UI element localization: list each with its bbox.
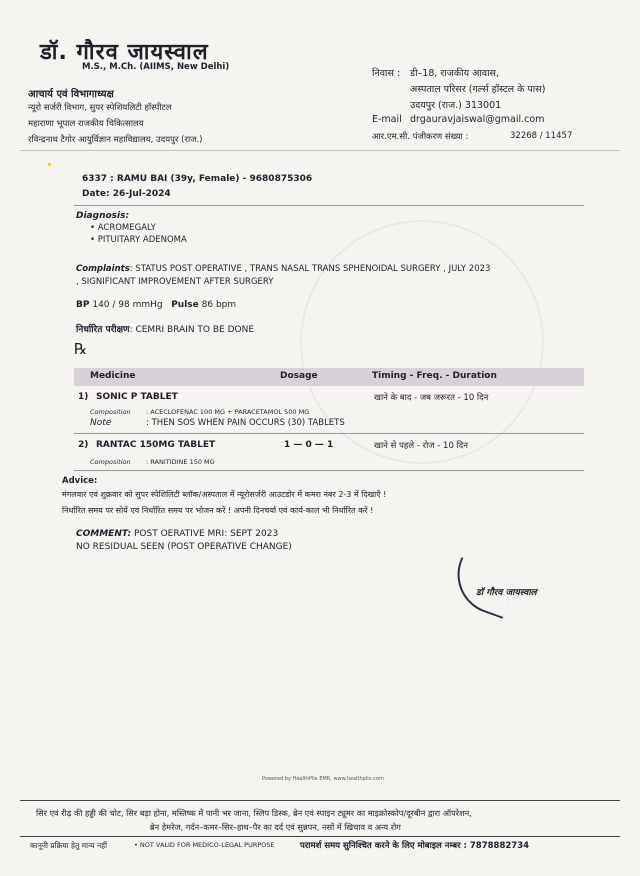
medicine-num: 2) [78, 440, 89, 450]
col-dosage: Dosage [280, 371, 318, 381]
pulse-label: Pulse [171, 300, 199, 310]
medicine-name: SONIC P TABLET [96, 392, 178, 402]
composition-label: Composition [90, 458, 131, 466]
diagnosis-item: • PITUITARY ADENOMA [90, 235, 187, 245]
legal-hindi: कानूनी प्रक्रिया हेतु मान्य नहीं [30, 841, 108, 850]
col-medicine: Medicine [90, 371, 136, 381]
patient-divider [74, 205, 584, 206]
complaints-line-2: , SIGNIFICANT IMPROVEMENT AFTER SURGERY [76, 277, 274, 287]
advice-label: Advice: [62, 476, 98, 486]
registration-label: आर.एम.सी. पंजीकरण संख्या : [372, 132, 469, 142]
comment-label: COMMENT: [76, 529, 132, 539]
registration-number: 32268 / 11457 [510, 131, 573, 141]
address-line-1: डी–18, राजकीय आवास, [410, 68, 499, 79]
medicine-timing: खाने के बाद - जब जरूरत - 10 दिन [374, 393, 489, 403]
comment-line-1: COMMENT: POST OERATIVE MRI: SEPT 2023 [76, 529, 279, 539]
appointment-line: परामर्श समय सुनिश्चित करने के लिए मोबाइल नम्बर : 7878882734 [300, 841, 530, 851]
address-label: निवास : [372, 68, 401, 79]
address-line-2: अस्पताल परिसर (गर्ल्स हॉस्टल के पास) [410, 84, 546, 95]
complaints-label: Complaints [76, 264, 130, 274]
doctor-degrees: M.S., M.Ch. (AIIMS, New Delhi) [82, 62, 230, 72]
advice-line-1: मंगलवार एवं शुक्रवार को सुपर स्पेशिलिटी ब्लॉक/अस्पताल में न्यूरोसर्जरी आउटडोर में कमरा नंबर 2-3 में दिखाएँ ! [62, 490, 387, 499]
note-value: : THEN SOS WHEN PAIN OCCURS (30) TABLETS [146, 418, 345, 428]
doctor-title: आचार्य एवं विभागाध्यक्ष [28, 89, 114, 100]
diagnosis-item: • ACROMEGALY [90, 223, 156, 233]
signature-name: डॉ गौरव जायस्वाल [476, 588, 537, 598]
footer-divider [20, 836, 620, 837]
department-line: न्यूरो सर्जरी विभाग, सुपर स्पेशियलिटी हॉस्पीटल [28, 103, 172, 113]
footer-line-2: ब्रेन हेमरेज, गर्दन–कमर–सिर–हाथ–पैर का दर्द एवं सुन्नपन, नसों में खिचाव व अन्य रोग [150, 822, 401, 832]
medicine-dosage: 1 — 0 — 1 [284, 440, 334, 450]
diagnosis-label: Diagnosis: [76, 211, 130, 221]
email-label: E-mail [372, 114, 402, 125]
medicine-timing: खाने से पहले - रोज - 10 दिन [374, 441, 469, 451]
hospital-line: महाराणा भूपाल राजकीय चिकित्सालय [28, 119, 144, 129]
col-timing: Timing - Freq. - Duration [372, 371, 497, 381]
note-label: Note [90, 418, 112, 428]
medicine-divider [74, 470, 584, 471]
comment-line-2: NO RESIDUAL SEEN (POST OPERATIVE CHANGE) [76, 542, 292, 552]
rx-icon: ℞ [74, 340, 88, 358]
medicine-name: RANTAC 150MG TABLET [96, 440, 216, 450]
college-line: रविन्द्रनाथ टैगोर आयुर्विज्ञान महाविद्यालय, उदयपुर (राज.) [28, 135, 203, 145]
investigation-line [76, 322, 254, 335]
bp-value: 140 / 98 mmHg [92, 300, 163, 310]
advice-line-2: निर्धारित समय पर सोयें एवं निर्धारित समय पर भोजन करें ! अपनी दिनचर्या एवं कार्य-काल भी निर्धारित करें ! [62, 506, 374, 515]
bp-label: BP [76, 300, 90, 310]
date-label: Date [82, 189, 106, 199]
address-line-3: उदयपुर (राज.) 313001 [410, 100, 502, 111]
pulse-value: 86 bpm [201, 300, 237, 310]
composition-value: : ACECLOFENAC 100 MG + PARACETAMOL 500 MG [146, 408, 310, 416]
footer-divider [20, 800, 620, 801]
complaints-line-1: Complaints: STATUS POST OPERATIVE , TRANS NASAL TRANS SPHENOIDAL SURGERY , JULY 2023 [76, 264, 491, 274]
patient-line: 6337 : RAMU BAI (39y, Female) - 9680875306 [82, 174, 313, 184]
doctor-name: डॉ. गौरव जायस्वाल [40, 40, 209, 65]
medicine-divider [74, 433, 584, 434]
powered-by: Powered by HealthPlix EMR, www.healthplix.com [262, 776, 384, 782]
date-value: : 26-Jul-2024 [106, 189, 171, 199]
header-divider [20, 150, 620, 151]
medicine-table-header [74, 368, 584, 386]
composition-label: Composition [90, 408, 131, 416]
legal-english: • NOT VALID FOR MEDICO-LEGAL PURPOSE [134, 841, 275, 849]
footer-line-1: सिर एवं रीढ़ की हड्डी की चोट, सिर बड़ा होना, मस्तिष्क में पानी भर जाना, स्लिप डिस्क, ब्रेन एवं स्पाइन ट्यूमर का माइक्रोस्कोप/दूरबीन द्वारा ऑपरेशन, [36, 808, 472, 818]
yellow-dot [48, 163, 51, 166]
vitals-line [76, 300, 236, 310]
email-value: drgauravjaiswal@gmail.com [410, 114, 545, 125]
composition-value: : RANITIDINE 150 MG [146, 458, 215, 466]
investigation-label: निर्धारित परीक्षण [76, 325, 130, 335]
medicine-num: 1) [78, 392, 89, 402]
investigation-value: : CEMRI BRAIN TO BE DONE [129, 325, 255, 335]
